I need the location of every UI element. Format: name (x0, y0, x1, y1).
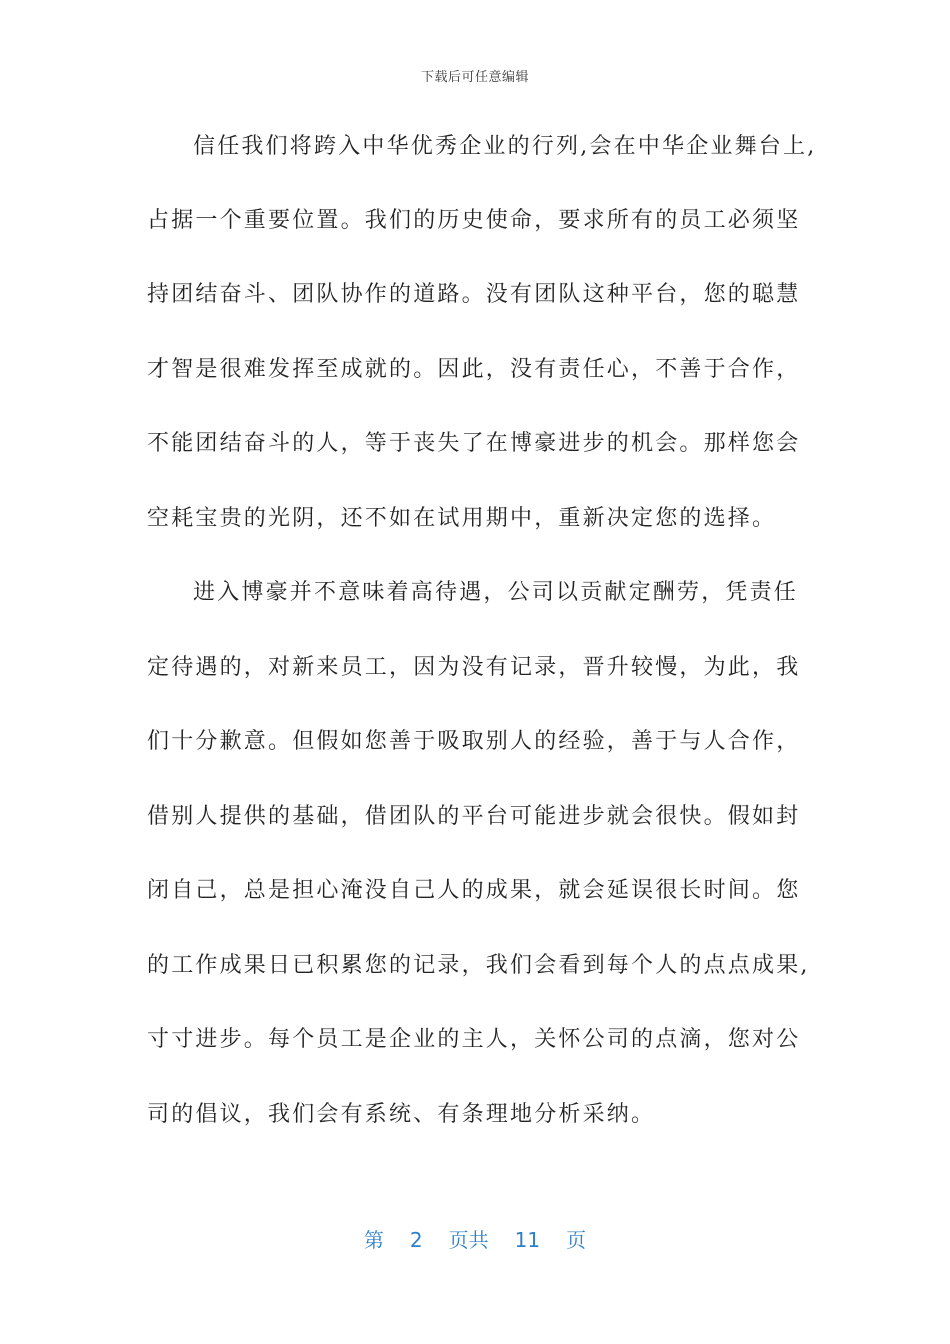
paragraph-2-line-4: 借别人提供的基础，借团队的平台可能进步就会很快。假如封 (147, 804, 801, 829)
footer-prefix: 第 (363, 1228, 384, 1252)
footer-total-pages: 11 (514, 1228, 541, 1252)
paragraph-1-line-1: 信任我们将跨入中华优秀企业的行列,会在中华企业舞台上, (193, 134, 817, 159)
paragraph-2-line-6: 的工作成果日已积累您的记录，我们会看到每个人的点点成果, (147, 953, 810, 978)
paragraph-1-line-3: 持团结奋斗、团队协作的道路。没有团队这种平台，您的聪慧 (147, 282, 801, 307)
paragraph-2-line-1: 进入博豪并不意味着高待遇，公司以贡献定酬劳，凭责任 (193, 580, 799, 605)
page-number-footer (0, 1224, 950, 1253)
paragraph-1-line-4: 才智是很难发挥至成就的。因此，没有责任心，不善于合作， (147, 357, 801, 382)
paragraph-1-line-5: 不能团结奋斗的人，等于丧失了在博豪进步的机会。那样您会 (147, 431, 801, 456)
paragraph-2-line-7: 寸寸进步。每个员工是企业的主人，关怀公司的点滴，您对公 (147, 1027, 801, 1052)
footer-suffix: 页 (566, 1228, 587, 1252)
paragraph-2-line-5: 闭自己，总是担心淹没自己人的成果，就会延误很长时间。您 (147, 878, 801, 903)
paragraph-1-line-2: 占据一个重要位置。我们的历史使命，要求所有的员工必须坚 (147, 208, 801, 233)
paragraph-2-line-8: 司的倡议，我们会有系统、有条理地分析采纳。 (147, 1102, 656, 1127)
paragraph-2-line-2: 定待遇的，对新来员工，因为没有记录，晋升较慢，为此，我 (147, 655, 801, 680)
footer-middle: 页共 (448, 1228, 489, 1252)
footer-current-page: 2 (409, 1228, 423, 1252)
page-header-note: 下载后可任意编辑 (420, 70, 529, 85)
paragraph-2-line-3: 们十分歉意。但假如您善于吸取别人的经验，善于与人合作， (147, 729, 801, 754)
paragraph-1-line-6: 空耗宝贵的光阴，还不如在试用期中，重新决定您的选择。 (147, 506, 777, 531)
